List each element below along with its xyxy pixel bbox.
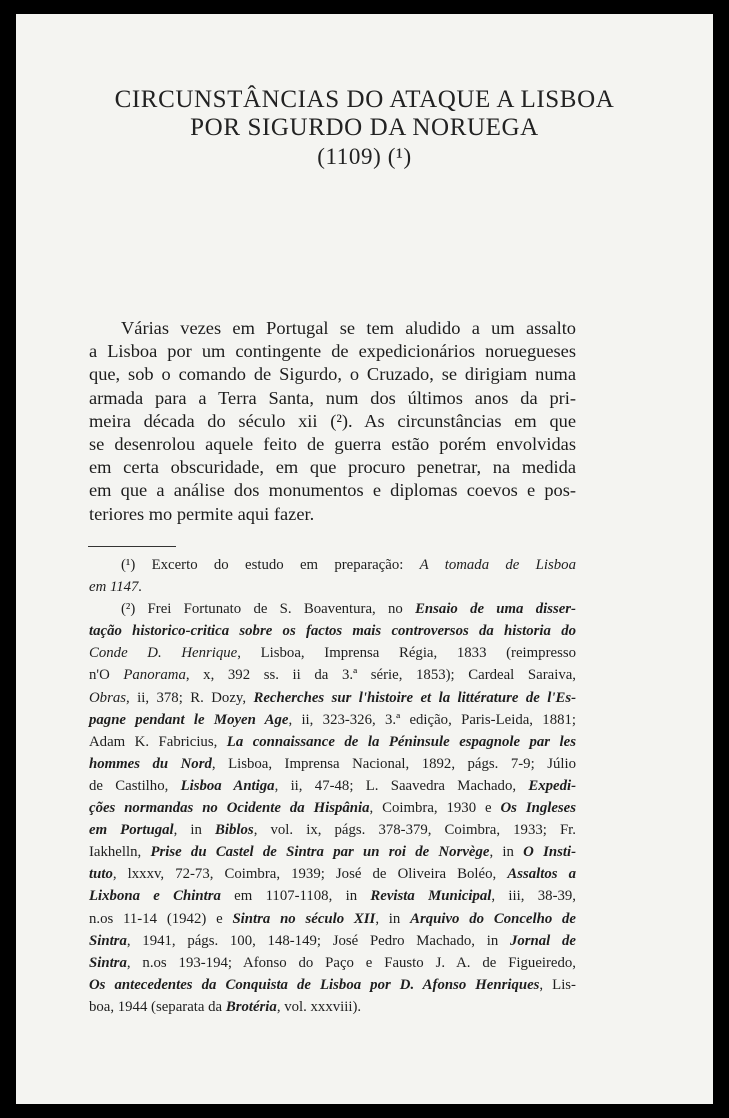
footnote-2-line: Obras, ii, 378; R. Dozy, Recherches sur l'histoire et la littérature de l'Es- — [89, 689, 577, 706]
footnote-2-line: Sintra, n.os 193-194; Afonso do Paço e Fausto J. A. de Figueiredo, — [89, 954, 576, 971]
body-line: se desenrolou aquele feito de guerra estão porém envolvidas — [89, 434, 576, 455]
footnote-2: (²) Frei Fortunato de S. Boaventura, no Ensaio de uma disser- — [121, 601, 576, 618]
footnote-2-line: Iakhelln, Prise du Castel de Sintra par un roi de Norvège, in O Insti- — [89, 844, 577, 861]
footnote-1-cont: em 1147. — [89, 579, 143, 596]
footnote-separator — [88, 546, 176, 547]
body-line: que, sob o comando de Sigurdo, o Cruzado, se dirigiam numa — [89, 364, 576, 385]
title-line-1: CIRCUNSTÂNCIAS DO ATAQUE A LISBOA — [114, 86, 615, 113]
title-year: (1109) (¹) — [317, 144, 412, 169]
body-line: a Lisboa por um contingente de expedicionários noruegueses — [89, 341, 576, 362]
body-line: armada para a Terra Santa, num dos últimos anos da pri- — [89, 387, 576, 408]
footnote-2-line: Sintra, 1941, págs. 100, 148-149; José Pedro Machado, in Jornal de — [89, 932, 576, 949]
title-line-2: POR SIGURDO DA NORUEGA — [190, 114, 539, 141]
footnote-2-line: tação historico-critica sobre os factos mais controversos da historia do — [89, 623, 576, 640]
footnote-2-line: pagne pendant le Moyen Age, ii, 323-326, 3.ª edição, Paris-Leida, 1881; — [89, 711, 576, 728]
footnote-2-line: em Portugal, in Biblos, vol. ix, págs. 378-379, Coimbra, 1933; Fr. — [89, 822, 576, 839]
body-line: em certa obscuridade, em que procuro penetrar, na medida — [89, 457, 576, 478]
footnote-2-line: de Castilho, Lisboa Antiga, ii, 47-48; L. Saavedra Machado, Expedi- — [89, 777, 577, 794]
footnote-1: (¹) Excerto do estudo em preparação: A tomada de Lisboa — [121, 557, 576, 573]
body-line: em que a análise dos monumentos e diplomas coevos e pos- — [89, 480, 576, 501]
footnote-2-line: Conde D. Henrique, Lisboa, Imprensa Régia, 1833 (reimpresso — [89, 645, 576, 662]
footnotes — [89, 554, 576, 1018]
footnote-2-line: Adam K. Fabricius, La connaissance de la Péninsule espagnole par les — [89, 733, 576, 750]
footnote-2-line: n'O Panorama, x, 392 ss. ii da 3.ª série, 1853); Cardeal Saraiva, — [89, 667, 576, 684]
book-page — [16, 14, 713, 1104]
footnote-2-line: hommes du Nord, Lisboa, Imprensa Nacional, 1892, págs. 7-9; Júlio — [89, 755, 576, 772]
body-line: meira década do século xii (²). As circunstâncias em que — [89, 410, 576, 431]
footnote-2-line: Lixbona e Chintra em 1107-1108, in Revista Municipal, iii, 38-39, — [89, 888, 576, 905]
footnote-2-line: n.os 11-14 (1942) e Sintra no século XII, in Arquivo do Concelho de — [89, 910, 576, 927]
footnote-2-line: ções normandas no Ocidente da Hispânia, Coimbra, 1930 e Os Ingleses — [89, 800, 576, 817]
body-line: teriores mo permite aqui fazer. — [89, 503, 315, 524]
article-title — [16, 86, 713, 171]
footnote-2-line: tuto, lxxxv, 72-73, Coimbra, 1939; José de Oliveira Boléo, Assaltos a — [89, 866, 576, 883]
body-line: Várias vezes em Portugal se tem aludido a um assalto — [121, 318, 576, 338]
footnote-2-line: boa, 1944 (separata da Brotéria, vol. xxxviii). — [89, 998, 362, 1015]
body-paragraph — [89, 317, 576, 526]
footnote-2-line: Os antecedentes da Conquista de Lisboa por D. Afonso Henriques, Lis- — [89, 976, 576, 993]
